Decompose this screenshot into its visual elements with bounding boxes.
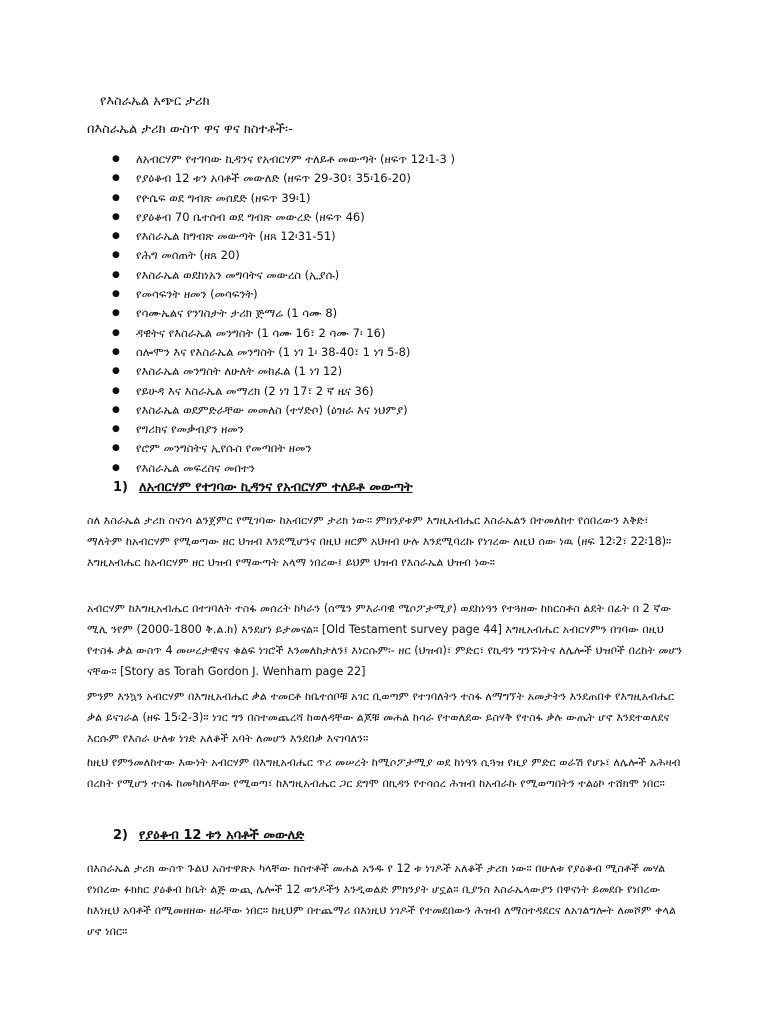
list-item: ● የዮሴፍ ወደ ግብጽ መሰደድ (ዘፍጥ 39፡1) [112, 189, 632, 208]
paragraph: ከዚህ የምንመለከተው እውነት አብርሃም በእግዚአብሔር ጥሪ መሠረት ከሚሶፖታሚያ ወደ ከነዓን ሲጓዝ የዚያ ምድር ወራሽ የሆኑ፣ ለሌሎች አሕዛብ በረከት የሚሆን ተስፋ ከመካከላቸው የሚወጣ፣ ከእግዚአብሔር ጋር ደግሞ በኪዳን የተሳሰረ ሕዝብ ከአብራኩ የሚወጣበትን ተልዕኮ ተሸክሞ ነበር። [87, 756, 681, 790]
list-item: ● የሳሙኤልና የንገስታት ታሪክ ጅማሬ (1 ሳሙ 8) [112, 304, 632, 323]
section-heading-text: የያዕቆብ 12 ቱን አባቶች መውለድ [139, 828, 305, 843]
list-item: ● የእስራኤል መንግስት ለሁለት መከፈል (1 ነገ 12) [112, 362, 632, 381]
section-heading-text: ለአብርሃም የተገባው ኪዳንና የአብርሃም ተለይቶ መውጣት [139, 480, 413, 495]
paragraph: አብርሃም ከእግዚአብሔር በተገባለት ተስፋ መሰረት ከካራን (ሰሜን ምእራባዊ ሜሶፖታሚያ) ወደከነዓን የተጓዘው ከክርስቶስ ልደት በፊት በ 2 ኛው ሚሊ ንየም (2000-1800 ቅ.ል.ከ) እንደሆነ ይታመናል። [Old Testament survey page 44] እግዚአብሔር አብርሃምን በገባው በዚህ የተስፋ ቃል ውስጥ 4 መሠረታዊናና ቁልፍ ነገሮች እንመለከታለን፤ እነርሱም፡- ዘር (ህዝብ)፣ ምድር፣ የኪዳን ግንኙነትና ለሌሎች ህዝቦች በረከት መሆን ናቸው። [Story as Torah Gordon J. Wenham page 22] [87, 602, 683, 678]
events-list [112, 150, 632, 478]
document-title: የእስራኤል አጭር ታሪክ [100, 94, 210, 109]
list-item: ● የመሳፍንት ዘመን (መሳፍንት) [112, 285, 632, 304]
list-item: ● የእስራኤል ወደከነአን መግባትና መውረስ (ኢያሱ) [112, 266, 632, 285]
list-item: ● የሕግ መሰጠት (ዘጸ 20) [112, 246, 632, 265]
list-item: ● የያዕቆብ 70 ቤተሰብ ወደ ግብጽ መውረድ (ዘፍጥ 46) [112, 208, 632, 227]
list-item: ● የእስራኤል መፍረስና መበተን [112, 459, 632, 478]
document-subtitle: በእስራኤል ታሪክ ውስጥ ዋና ዋና ክስተቶች፡- [87, 122, 293, 137]
section-2-heading [113, 828, 304, 843]
paragraph: በእስራኤል ታሪክ ውስጥ ጉልህ አስተዋጽኦ ካላቸው ክስተቶች መሐል አንዱ የ 12 ቱ ነገዶች አለቆች ታሪክ ነው። በሁለቱ የያዕቆብ ሚስቶች መሃል የነበረው ፉክክር ያዕቆብ ከቤት ልጅ ውጪ ሌሎች 12 ወንዶችን እንዲወልድ ምክንያት ሆኗል። ቢያንስ እስራኤላውያን በዋናነት ይመደቡ የነበረው ከእነዚህ አባቶች በሚመዘዘው ዘራቸው ነበር። ከዚህም በተጨማሪ በእነዚህ ነገዶች የተመደበውን ሕዝብ ለማስተዳደርና ለአገልግሎት ለመሾም ቀላል ሆኖ ነበር። [87, 862, 677, 938]
list-item: ● ዳዊትና የእስራኤል መንግስት (1 ሳሙ 16፣ 2 ሳሙ 7፡ 16) [112, 324, 632, 343]
list-item: ● የእስራኤል ከግብጽ መውጣት (ዘጸ 12፡31-51) [112, 227, 632, 246]
section-number: 1) [113, 480, 128, 495]
list-item: ● የያዕቆብ 12 ቱን አባቶች መውለድ (ዘፍጥ 29-30፣ 35፡16-20) [112, 169, 632, 188]
section-1-heading [113, 480, 413, 495]
list-item: ● የሮም መንግስትና ኢየሱስ የመጣበት ዘመን [112, 439, 632, 458]
paragraph: ስለ እስራኤል ታሪክ ስናነሳ ልንጀምር የሚገባው ከአብርሃም ታሪክ ነው። ምክንያቱም እግዚአብሔር እስራኤልን በተመለከተ የሰበረውን እቅድ፣ ማለትም ከአብርሃም የሚወጣው ዘር ህዝብ እንደሚሆንና በዚህ ዘርም አህዛብ ሁሉ እንደሚባረኩ የነገረው ለዚህ ሰው ነዉ (ዘፍ 12፡2፣ 22፡18)። እግዚአብሔር ከአብርሃም ዘር ህዝብ የማውጣት አላማ ነበረው፤ ይህም ህዝብ የእስራኤል ህዝብ ነው። [87, 514, 672, 569]
section-number: 2) [113, 828, 128, 843]
list-item: ● ሰሎሞን እና የእስራኤል መንግስት (1 ነገ 1፡ 38-40፣ 1 ነገ 5-8) [112, 343, 632, 362]
list-item: ● የእስራኤል ወደምድራቸው መመለስ (ተሃድሶ) (ዕዝራ እና ነህምያ) [112, 401, 632, 420]
list-item: ● ለአብርሃም የተገባው ኪዳንና የአብርሃም ተለይቶ መውጣት (ዘፍጥ 12፡1-3 ) [112, 150, 632, 169]
paragraph: ምንም እንኳን አብርሃም በእግዚአብሔር ቃል ተመርቶ ከቤተሰቦቹ አገር ቢወጣም የተገባለትን ተስፋ ለማግኘት አመታትን እንደጠበቀ የእግዚአብሔር ቃል ይናገራል (ዘፍ 15፡2-3)። ነገር ግን በስተመጨረሻ ከወለዳቸው ልጆቹ መሐል ከሳራ የተወለደው ይስሃቅ የተስፋ ቃሉ ውጤት ሆኖ እንደተወለደና እርሱም የእስራ ሁለቱ ነገድ አለቆች አባት ለመሆን እንደበቃ እናገባለን። [87, 690, 675, 745]
list-item: ● የይሁዳ እና እስራኤል መማረክ (2 ነገ 17፣ 2 ኛ ዜና 36) [112, 382, 632, 401]
list-item: ● የግሪክና የመቃብያን ዘመን [112, 420, 632, 439]
